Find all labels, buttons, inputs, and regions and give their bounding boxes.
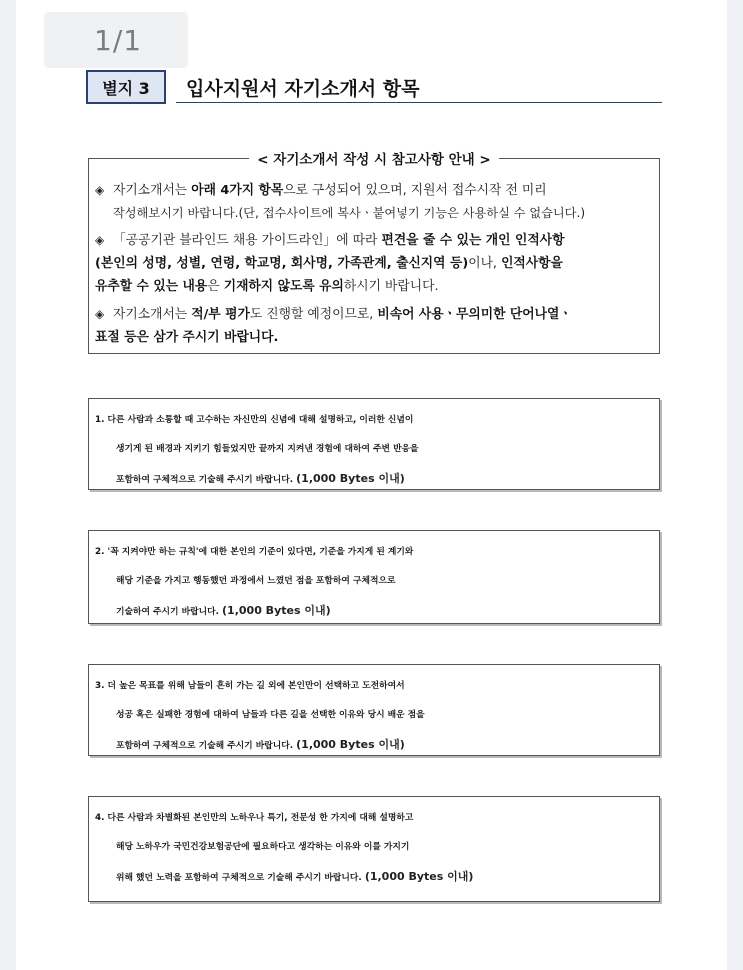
question-2-line-1: 2. '꼭 지켜야만 하는 규칙'에 대한 본인의 기준이 있다면, 기준을 가지게 된 계기와 bbox=[95, 547, 414, 557]
question-2-line-3: 기술하여 주시기 바랍니다. (1,000 Bytes 이내) bbox=[116, 604, 331, 617]
question-3-line-1: 3. 더 높은 목표를 위해 남들이 흔히 가는 길 외에 본인만이 선택하고 도전하여서 bbox=[95, 681, 405, 691]
byte-limit: (1,000 Bytes 이내) bbox=[364, 870, 474, 883]
notice-box bbox=[88, 152, 660, 354]
notice-bullet-2-line-1: 「공공기관 블라인드 채용 가이드라인」에 따라 편견을 줄 수 있는 개인 인적사항 bbox=[113, 233, 565, 248]
page-indicator-text: 1/1 bbox=[94, 24, 143, 57]
question-box-3 bbox=[88, 664, 660, 756]
question-1-line-3: 포함하여 구체적으로 기술해 주시기 바랍니다. (1,000 Bytes 이내) bbox=[116, 472, 405, 485]
notice-bullet-1-line-1: 자기소개서는 아래 4가지 항목으로 구성되어 있으며, 지원서 접수시작 전 미리 bbox=[113, 183, 547, 198]
diamond-bullet-icon: ◈ bbox=[95, 233, 105, 247]
notice-bullet-2-line-2: (본인의 성명, 성별, 연령, 학교명, 회사명, 가족관계, 출신지역 등)이나, 인적사항을 bbox=[95, 256, 563, 271]
notice-bullet-3-line-1: 자기소개서는 적/부 평가도 진행할 예정이므로, 비속어 사용ㆍ무의미한 단어나열ㆍ bbox=[113, 307, 572, 322]
page-indicator bbox=[44, 12, 188, 68]
notice-bullet-2 bbox=[95, 229, 651, 298]
notice-bullet-2-line-3: 유추할 수 있는 내용은 기재하지 않도록 유의하시기 바랍니다. bbox=[95, 279, 439, 294]
form-number-badge: 별지 3 bbox=[86, 70, 166, 104]
notice-bullet-3 bbox=[95, 303, 651, 349]
question-2-line-2: 해당 기준을 가지고 행동했던 과정에서 느꼈던 점을 포함하여 구체적으로 bbox=[116, 576, 396, 586]
question-box-4 bbox=[88, 796, 660, 902]
question-3-line-2: 성공 혹은 실패한 경험에 대하여 남들과 다른 길을 선택한 이유와 당시 배운 점을 bbox=[116, 710, 425, 720]
question-1-line-1: 1. 다른 사람과 소통할 때 고수하는 자신만의 신념에 대해 설명하고, 이러한 신념이 bbox=[95, 415, 414, 425]
question-box-1 bbox=[88, 398, 660, 490]
document-header bbox=[86, 70, 662, 104]
document-title: 입사지원서 자기소개서 항목 bbox=[186, 78, 420, 100]
question-4-line-2: 해당 노하우가 국민건강보험공단에 필요하다고 생각하는 이유와 이를 가지기 bbox=[116, 842, 410, 852]
question-3-line-3: 포함하여 구체적으로 기술해 주시기 바랍니다. (1,000 Bytes 이내) bbox=[116, 738, 405, 751]
byte-limit: (1,000 Bytes 이내) bbox=[222, 604, 331, 617]
notice-bullet-3-line-2: 표절 등은 삼가 주시기 바랍니다. bbox=[95, 330, 279, 345]
question-box-2 bbox=[88, 530, 660, 624]
notice-title bbox=[89, 148, 659, 168]
byte-limit: (1,000 Bytes 이내) bbox=[296, 738, 405, 751]
question-4-line-3: 위해 했던 노력을 포함하여 구체적으로 기술해 주시기 바랍니다. (1,000 Bytes 이내) bbox=[116, 870, 474, 883]
title-underline bbox=[176, 102, 662, 103]
question-1-line-2: 생기게 된 배경과 지키기 힘들었지만 끝까지 지켜낸 경험에 대하여 주변 반응을 bbox=[116, 444, 419, 454]
diamond-bullet-icon: ◈ bbox=[95, 183, 105, 197]
notice-title-text: < 자기소개서 작성 시 참고사항 안내 > bbox=[249, 152, 498, 168]
notice-bullet-1 bbox=[95, 179, 651, 225]
question-4-line-1: 4. 다른 사람과 차별화된 본인만의 노하우나 특기, 전문성 한 가지에 대해 설명하고 bbox=[95, 813, 414, 823]
diamond-bullet-icon: ◈ bbox=[95, 307, 105, 321]
notice-bullet-1-line-2: 작성해보시기 바랍니다.(단, 접수사이트에 복사ㆍ붙여넣기 기능은 사용하실 수 없습니다.) bbox=[113, 206, 586, 220]
byte-limit: (1,000 Bytes 이내) bbox=[296, 472, 405, 485]
